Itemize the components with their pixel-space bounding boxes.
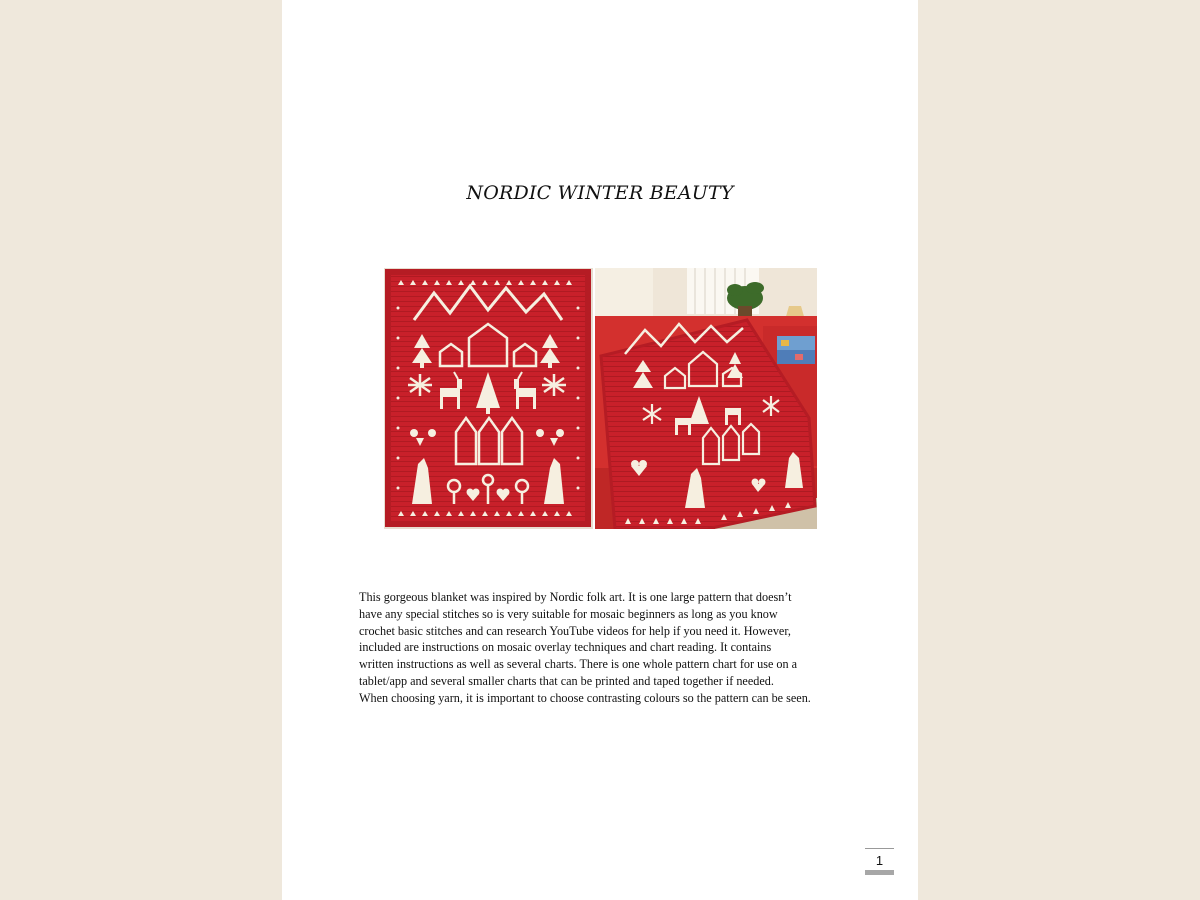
description-line: This gorgeous blanket was inspired by Nordic folk art. It is one large pattern that doesn’t [359, 590, 792, 604]
description-line: included are instructions on mosaic overlay techniques and chart reading. It contains [359, 640, 772, 655]
description-line: written instructions as well as several charts. There is one whole pattern chart for use on a [359, 657, 798, 672]
description-line: When choosing yarn, it is important to choose contrasting colours so the pattern can be seen. [359, 690, 811, 705]
description-paragraph [359, 589, 849, 707]
description-line: crochet basic stitches and can research YouTube videos for help if you need it. However, [359, 623, 791, 638]
blanket-on-sofa-photo [595, 268, 817, 529]
document-page [282, 0, 918, 900]
page-number-label: 1 [875, 853, 884, 868]
blanket-flat-photo [384, 268, 593, 529]
document-title: NORDIC WINTER BEAUTY [466, 182, 734, 204]
description-line: have any special stitches so is very suitable for mosaic beginners as long as you know [359, 606, 778, 621]
page-number-bar [865, 870, 894, 875]
description-line: tablet/app and several smaller charts that can be printed and taped together if needed. [359, 673, 774, 688]
page-number [865, 848, 894, 875]
